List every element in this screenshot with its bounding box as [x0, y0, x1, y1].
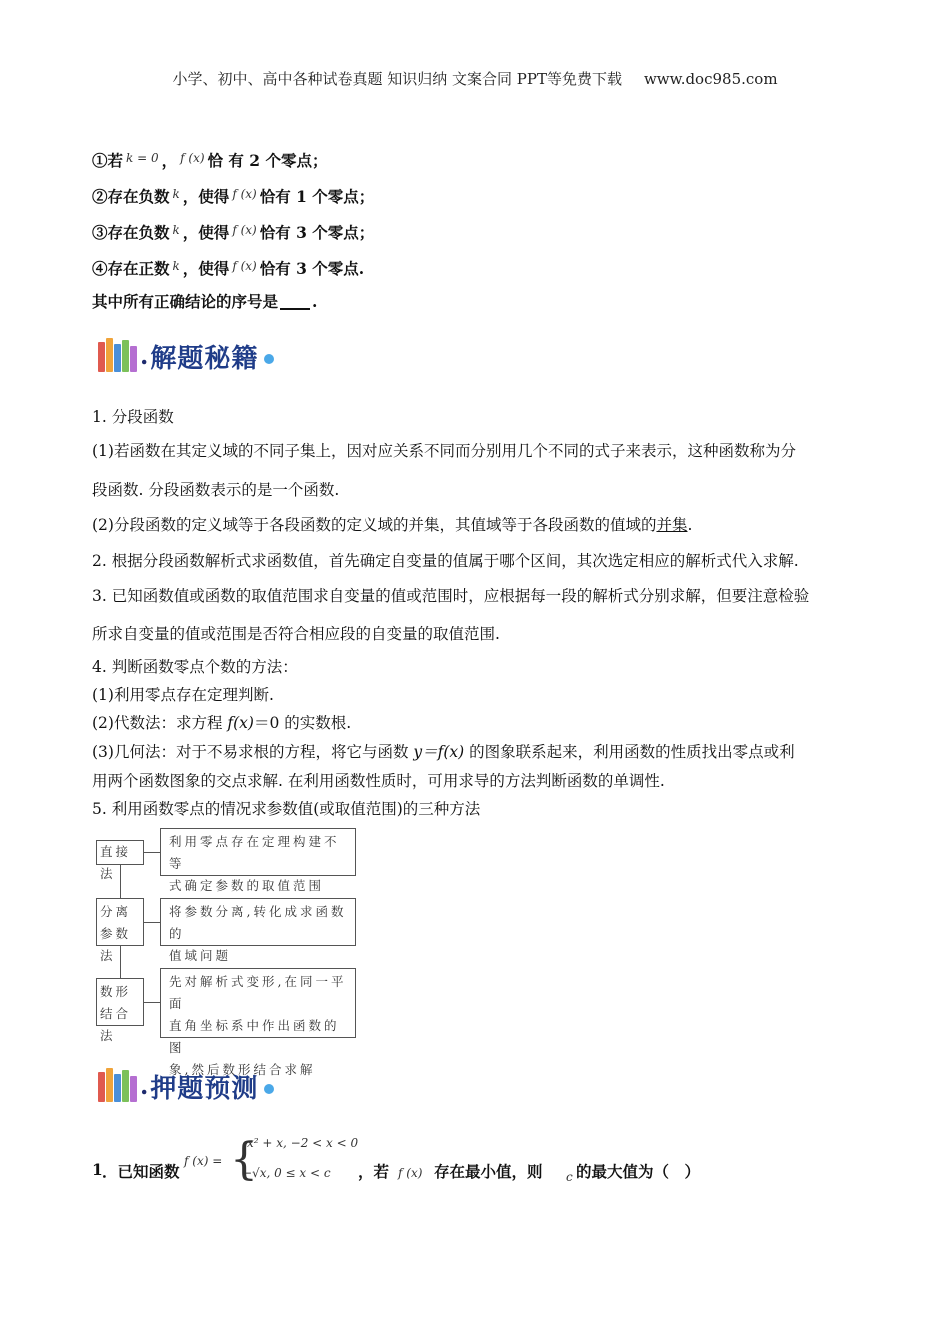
option-1-math-fx: f (x) — [180, 151, 205, 165]
question-tail-period: . — [312, 292, 318, 311]
page-header — [0, 68, 950, 89]
connector-h-2 — [144, 922, 160, 923]
tip-5: 5. 利用函数零点的情况求参数值(或取值范围)的三种方法 — [92, 800, 481, 818]
tip-4: 4. 判断函数零点个数的方法： — [92, 658, 298, 676]
tip-1-heading: 1. 分段函数 — [92, 408, 174, 426]
method-2-desc-line1: 将参数分离,转化成求函数的 — [169, 904, 347, 941]
section-banner-predict — [96, 1062, 274, 1110]
option-1-math-k: k = 0 — [126, 151, 159, 165]
method-3-desc-line2: 直角坐标系中作出函数的图 — [169, 1018, 340, 1055]
methods-diagram — [92, 828, 372, 1077]
question-1-prefix: ．已知函数 — [102, 1162, 180, 1181]
option-2-mid: ，使得 — [182, 187, 230, 206]
question-1-piece-2: −√x, 0 ≤ x < c — [242, 1166, 331, 1180]
method-2-label-line1: 分离 — [100, 904, 132, 919]
option-2-math-fx: f (x) — [232, 187, 257, 201]
tip-4c-math: y＝f(x) — [413, 743, 465, 761]
tip-4b-math: f(x) — [227, 714, 254, 732]
tip-4b-post: ＝0 的实数根. — [253, 714, 352, 732]
question-1-number: 1 — [92, 1160, 103, 1179]
option-4-math-fx: f (x) — [232, 259, 257, 273]
tip-1b-period: . — [687, 516, 693, 534]
answer-blank — [280, 292, 310, 310]
tip-1a-line1: (1)若函数在其定义域的不同子集上，因对应关系不同而分别用几个不同的式子来表示，这种函数称为分 — [92, 442, 796, 460]
banner-title: 解题秘籍 — [150, 343, 259, 374]
method-3-desc — [160, 968, 356, 1077]
method-1-desc-line2: 式确定参数的取值范围 — [169, 878, 325, 893]
header-site: www.doc985.com — [643, 70, 778, 88]
question-1-post: 的最大值为（ ） — [576, 1162, 701, 1181]
connector-h-3 — [144, 1002, 160, 1003]
tip-4c-text: (3)几何法：对于不易求根的方程，将它与函数 — [92, 743, 414, 761]
tip-4c — [92, 740, 872, 764]
option-3-mid: ，使得 — [182, 223, 230, 242]
method-1-desc — [160, 828, 356, 893]
connector-h-1 — [144, 852, 160, 853]
option-4-prefix: ④存在正数 — [92, 259, 170, 278]
question-1-piece-1: x² + x, −2 < x < 0 — [247, 1136, 359, 1150]
question-1-c: c — [566, 1170, 573, 1184]
tip-1a-line2: 段函数. 分段函数表示的是一个函数. — [92, 481, 340, 499]
option-4-text: 恰有 3 个零点. — [259, 259, 365, 278]
question-1-brace: { — [230, 1134, 258, 1185]
option-1-prefix: ①若 — [92, 151, 124, 170]
method-1-desc-line1: 利用零点存在定理构建不等 — [169, 834, 340, 871]
option-4-math-k: k — [172, 259, 180, 273]
option-1-text: 恰 有 2 个零点； — [207, 151, 328, 170]
option-2-math-k: k — [172, 187, 180, 201]
header-text: 小学、初中、高中各种试卷真题 知识归纳 文案合同 PPT等免费下载 — [172, 70, 622, 88]
tip-2: 2. 根据分段函数解析式求函数值，首先确定自变量的值属于哪个区间，其次选定相应的解析式代入求解. — [92, 552, 799, 570]
option-3-prefix: ③存在负数 — [92, 223, 170, 242]
tip-4c-post: 的图象联系起来，利用函数的性质找出零点或利 — [464, 743, 795, 761]
option-1-comma: ， — [161, 151, 178, 170]
books-icon — [96, 338, 138, 374]
method-3-desc-line1: 先对解析式变形,在同一平面 — [169, 974, 347, 1011]
method-2-desc-line2: 值域问题 — [169, 948, 232, 963]
method-1-label: 直接法 — [96, 840, 144, 865]
option-1 — [92, 146, 872, 173]
banner-bullet-icon — [264, 354, 274, 364]
tip-4b — [92, 711, 872, 735]
method-2-label-line2: 参数法 — [100, 926, 132, 963]
option-2-prefix: ②存在负数 — [92, 187, 170, 206]
method-2-label — [96, 898, 144, 963]
question-tail — [92, 290, 872, 314]
question-1-fx: f (x) = — [184, 1154, 223, 1168]
option-3 — [92, 218, 872, 245]
option-3-math-k: k — [172, 223, 180, 237]
tip-4c-line2: 用两个函数图象的交点求解. 在利用函数性质时，可用求导的方法判断函数的单调性. — [92, 772, 665, 790]
books-icon — [96, 1068, 138, 1104]
tip-1b-text: (2)分段函数的定义域等于各段函数的定义域的并集，其值域等于各段函数的值域的 — [92, 516, 657, 534]
banner-dot: . — [140, 1071, 149, 1100]
method-2-desc — [160, 898, 356, 963]
method-3-label — [96, 978, 144, 1043]
banner-dot: . — [140, 341, 149, 370]
question-1-mid2: 存在最小值，则 — [434, 1162, 543, 1181]
method-3-label-line2: 结合法 — [100, 1006, 132, 1043]
tip-4b-text: (2)代数法：求方程 — [92, 714, 228, 732]
method-3-desc-line3: 象,然后数形结合求解 — [169, 1062, 316, 1077]
tip-4a: (1)利用零点存在定理判断. — [92, 686, 274, 704]
question-1-mid: ，若 — [358, 1162, 390, 1181]
question-tail-text: 其中所有正确结论的序号是 — [92, 292, 279, 311]
option-2-text: 恰有 1 个零点； — [259, 187, 375, 206]
tip-1b — [92, 513, 872, 537]
option-3-math-fx: f (x) — [232, 223, 257, 237]
tip-1b-underlined: 并集 — [656, 516, 688, 534]
method-3-label-line1: 数形 — [100, 984, 132, 999]
section-banner-tips — [96, 332, 274, 380]
banner-bullet-icon — [264, 1084, 274, 1094]
tip-3-line2: 所求自变量的值或范围是否符合相应段的自变量的取值范围. — [92, 625, 500, 643]
question-1-fx2: f (x) — [398, 1166, 423, 1180]
option-2 — [92, 182, 872, 209]
tip-3-line1: 3. 已知函数值或函数的取值范围求自变量的值或范围时，应根据每一段的解析式分别求解，但要注意检验 — [92, 587, 810, 605]
banner-title: 押题预测 — [150, 1073, 259, 1104]
option-3-text: 恰有 3 个零点； — [259, 223, 375, 242]
option-4 — [92, 254, 872, 281]
option-4-mid: ，使得 — [182, 259, 230, 278]
